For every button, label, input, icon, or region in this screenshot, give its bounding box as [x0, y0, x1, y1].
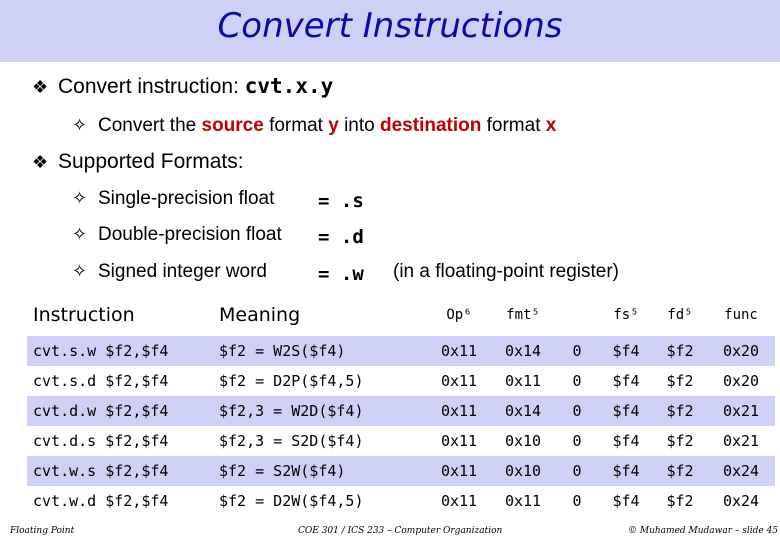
- format-single-suffix: = .s: [318, 190, 364, 212]
- header-func: func: [707, 294, 775, 336]
- table-row: cvt.d.s $f2,$f4 $f2,3 = S2D($f4) 0x11 0x10 0 $f4 $f2 0x21: [33, 432, 760, 450]
- table-row: cvt.w.s $f2,$f4 $f2 = S2W($f4) 0x11 0x10 0 $f4 $f2 0x24: [27, 456, 775, 486]
- slide-title: Convert Instructions: [217, 6, 563, 46]
- bullet-supported-formats: ❖ Supported Formats:: [32, 150, 244, 173]
- sub-bullet-convert-description: ✧ Convert the source format y into destination format x: [72, 115, 557, 136]
- table-row: cvt.s.w $f2,$f4 $f2 = W2S($f4) 0x11 0x14 0 $f4 $f2 0x20: [27, 336, 775, 366]
- header-meaning: Meaning: [213, 294, 427, 336]
- diamond-bullet-icon: ❖: [32, 152, 49, 172]
- diamond-bullet-icon: ❖: [32, 77, 49, 97]
- footer-left: Floating Point: [10, 526, 75, 536]
- format-word: ✧ Signed integer word: [72, 261, 267, 282]
- format-double-suffix: = .d: [318, 226, 364, 248]
- star-bullet-icon: ✧: [72, 115, 88, 135]
- convert-instructions-table: [27, 294, 775, 516]
- star-bullet-icon: ✧: [72, 188, 88, 208]
- table-row: cvt.s.d $f2,$f4 $f2 = D2P($f4,5) 0x11 0x11 0 $f4 $f2 0x20: [33, 372, 760, 390]
- header-blank: [555, 294, 599, 336]
- bullet-convert-instruction: ❖ Convert instruction: cvt.x.y: [32, 74, 334, 98]
- format-single: ✧ Single-precision float: [72, 188, 275, 209]
- footer-right: © Muhamed Mudawar – slide 45: [628, 526, 779, 536]
- header-fd: fd⁵: [653, 294, 707, 336]
- format-word-suffix: = .w: [318, 263, 364, 285]
- header-fs: fs⁵: [599, 294, 653, 336]
- table-header-row: [27, 294, 775, 336]
- star-bullet-icon: ✧: [72, 224, 88, 244]
- header-instruction: Instruction: [27, 294, 213, 336]
- header-op: Op⁶: [427, 294, 491, 336]
- format-word-note: (in a floating-point register): [393, 261, 619, 282]
- star-bullet-icon: ✧: [72, 261, 88, 281]
- table-row: cvt.d.w $f2,$f4 $f2,3 = W2D($f4) 0x11 0x14 0 $f4 $f2 0x21: [27, 396, 775, 426]
- header-fmt: fmt⁵: [491, 294, 555, 336]
- table-row: cvt.w.d $f2,$f4 $f2 = D2W($f4,5) 0x11 0x11 0 $f4 $f2 0x24: [33, 492, 760, 510]
- footer-center: COE 301 / ICS 233 – Computer Organization: [298, 526, 503, 536]
- format-double: ✧ Double-precision float: [72, 224, 282, 245]
